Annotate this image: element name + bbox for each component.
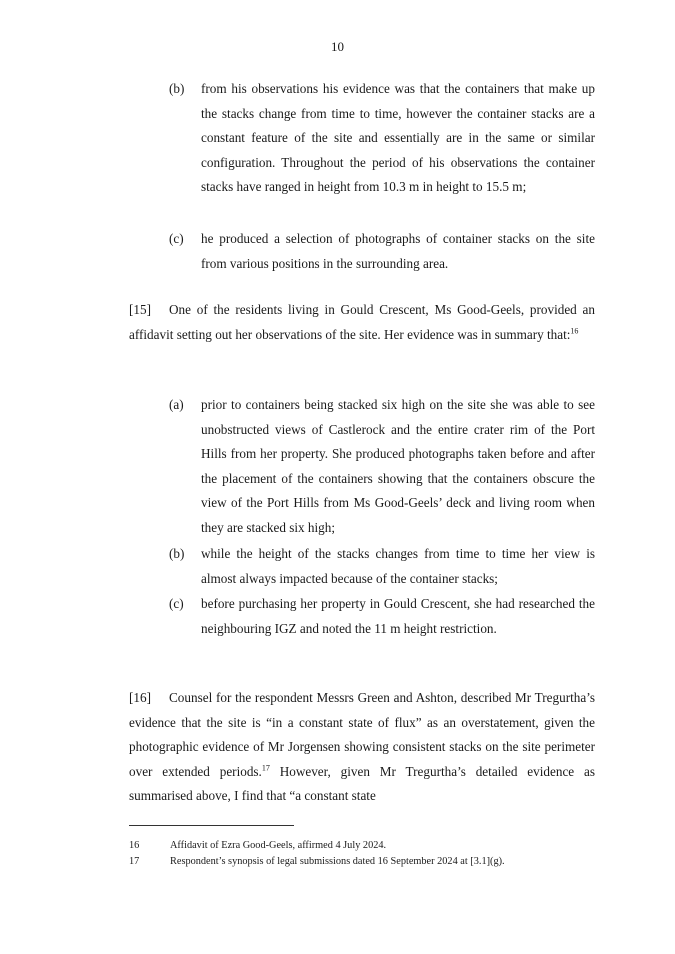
paragraph-text-continued: However, given Mr Tregurtha’s detailed evidence as summarised above, I find that “a constant state	[129, 763, 595, 804]
page-number: 10	[331, 39, 344, 54]
footnote	[129, 854, 595, 869]
paragraph-text: One of the residents living in Gould Crescent, Ms Good-Geels, provided an affidavit setting out her observations of the site. Her evidence was in summary that:	[129, 302, 595, 342]
item-label: (c)	[169, 596, 184, 611]
item-label: (a)	[169, 397, 184, 412]
footnote-text: Respondent’s synopsis of legal submissions dated 16 September 2024 at [3.1](g).	[170, 856, 505, 867]
paragraph-15	[129, 298, 595, 347]
item-label: (b)	[169, 81, 185, 96]
list-item	[129, 592, 595, 641]
footnote-number: 17	[129, 856, 140, 867]
paragraph-16	[129, 686, 595, 809]
footnote-text: Affidavit of Ezra Good-Geels, affirmed 4 July 2024.	[170, 840, 387, 851]
item-text: he produced a selection of photographs of container stacks on the site from various positions in the surrounding area.	[201, 231, 595, 271]
item-text: before purchasing her property in Gould Crescent, she had researched the neighbouring IGZ and noted the 11 m height restriction.	[201, 596, 595, 636]
item-label: (c)	[169, 231, 184, 246]
list-item	[129, 227, 595, 276]
item-label: (b)	[169, 546, 185, 561]
paragraph-number: [15]	[129, 302, 151, 317]
item-text: from his observations his evidence was that the containers that make up the stacks change from time to time, however the container stacks are a constant feature of the site and essentially are in the same or similar configuration. Throughout the period of his observations the container stacks have ranged in height from 10.3 m in height to 15.5 m;	[201, 81, 595, 195]
list-item	[129, 393, 595, 541]
paragraph-number: [16]	[129, 690, 151, 705]
paragraph-text: Counsel for the respondent Messrs Green and Ashton, described Mr Tregurtha’s evidence that the site is “in a constant state of flux” as an overstatement, given the photographic evidence of Mr Jorgensen showing consistent stacks on the site perimeter over extended periods.	[129, 690, 595, 779]
list-item	[129, 77, 595, 200]
item-text: while the height of the stacks changes from time to time her view is almost always impacted because of the container stacks;	[201, 546, 595, 586]
footnote	[129, 838, 595, 853]
list-item	[129, 542, 595, 591]
footnote-divider	[129, 825, 294, 826]
item-text: prior to containers being stacked six high on the site she was able to see unobstructed views of Castlerock and the entire crater rim of the Port Hills from her property. She produced photographs taken before and after the placement of the containers showing that the containers obscure the view of the Port Hills from Ms Good-Geels’ deck and living room when they are stacked six high;	[201, 397, 595, 535]
footnote-ref: 16	[570, 326, 579, 336]
footnote-ref: 17	[261, 763, 270, 773]
footnote-number: 16	[129, 840, 140, 851]
